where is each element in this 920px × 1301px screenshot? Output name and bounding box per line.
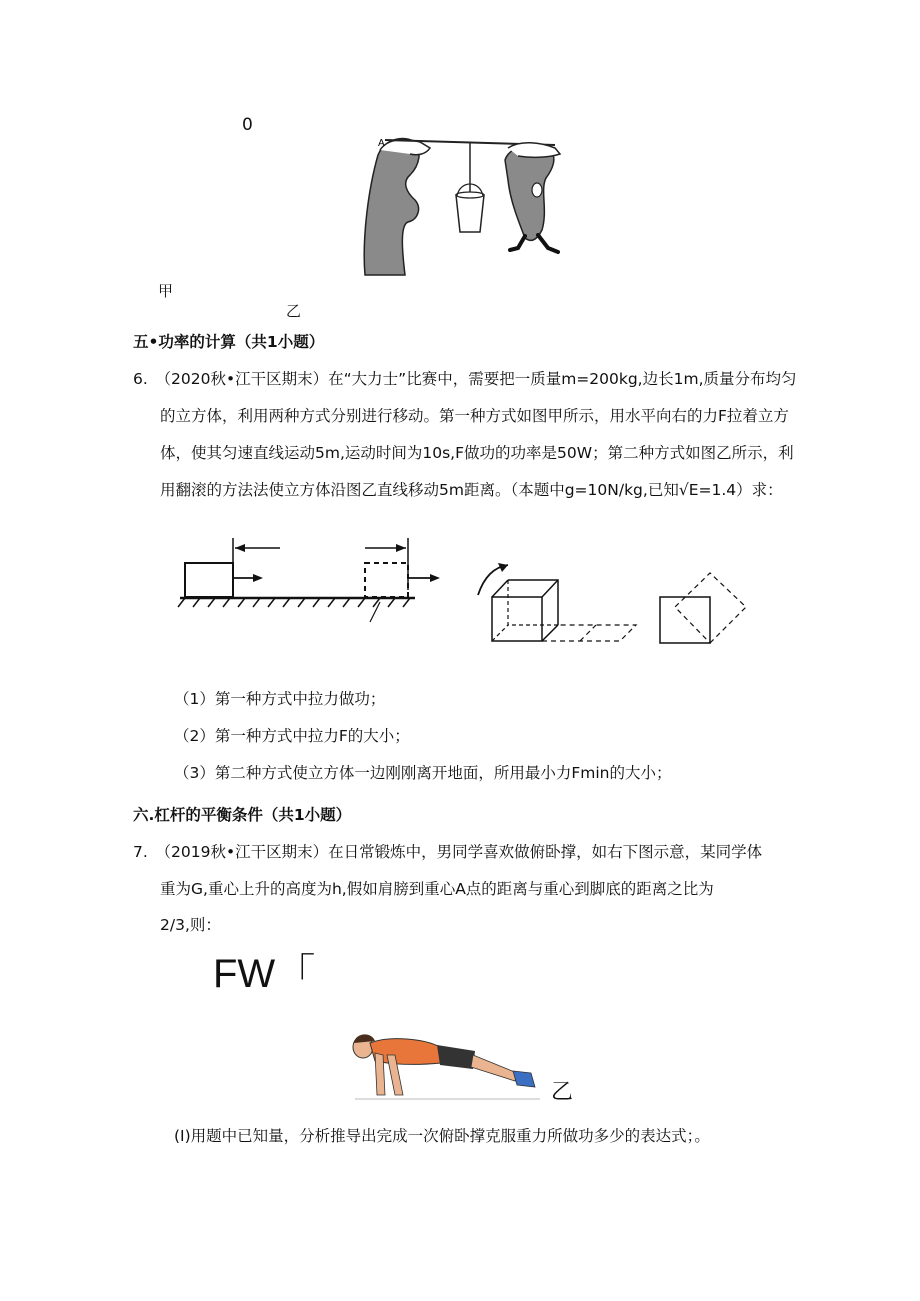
figure-pulling-cube bbox=[175, 510, 455, 660]
question-7-line-2: 重为G,重心上升的高度为h,假如肩膀到重心A点的距离与重心到脚底的距离之比为 bbox=[160, 880, 714, 898]
question-6-line-3: 体，使其匀速直线运动5m,运动时间为10s,F做功的功率是50W；第二种方式如图乙所示，利 bbox=[160, 444, 794, 462]
label-a: A bbox=[378, 138, 385, 149]
pushup-caption: 乙 bbox=[551, 1080, 574, 1105]
question-6-line-4: 用翻滚的方法法使立方体沿图乙直线移动5m距离。（本题中g=10N∕kg,已知√E=1.4）求： bbox=[160, 481, 783, 499]
carrying-figure bbox=[360, 130, 565, 280]
question-6-line-2: 的立方体，利用两种方式分别进行移动。第一种方式如图甲所示，用水平向右的力F拉着立方 bbox=[160, 407, 789, 425]
sub-question-1: （1）第一种方式中拉力做功； bbox=[174, 690, 386, 708]
sub-question-7-1: (I)用题中已知量，分析推导出完成一次俯卧撑克服重力所做功多少的表达式；。 bbox=[174, 1127, 710, 1145]
pushup-figure bbox=[345, 1025, 545, 1110]
sub-question-2: （2）第一种方式中拉力F的大小； bbox=[174, 727, 410, 745]
question-7-line-3: 2/3,则： bbox=[160, 916, 221, 934]
label-o: 0 bbox=[242, 115, 253, 135]
section-heading: 五•功率的计算（共1小题） bbox=[133, 333, 325, 351]
section-heading-6: 六.杠杆的平衡条件（共1小题） bbox=[133, 806, 352, 824]
question-7-line-1: 7. （2019秋•江干区期末）在日常锻炼中，男同学喜欢做俯卧撑，如右下图示意，某同学体 bbox=[133, 843, 763, 861]
figure-rolling-cube bbox=[470, 555, 760, 675]
question-6-line-1: 6. （2020秋•江干区期末）在“大力士”比赛中，需要把一质量m=200kg,边长1m,质量分布均匀 bbox=[133, 370, 797, 388]
caption-right: 乙 bbox=[286, 302, 302, 320]
large-text: FW「 bbox=[213, 952, 316, 996]
caption-left: 甲 bbox=[158, 282, 174, 300]
sub-question-3: （3）第二种方式使立方体一边刚刚离开地面，所用最小力Fmin的大小； bbox=[174, 764, 672, 782]
